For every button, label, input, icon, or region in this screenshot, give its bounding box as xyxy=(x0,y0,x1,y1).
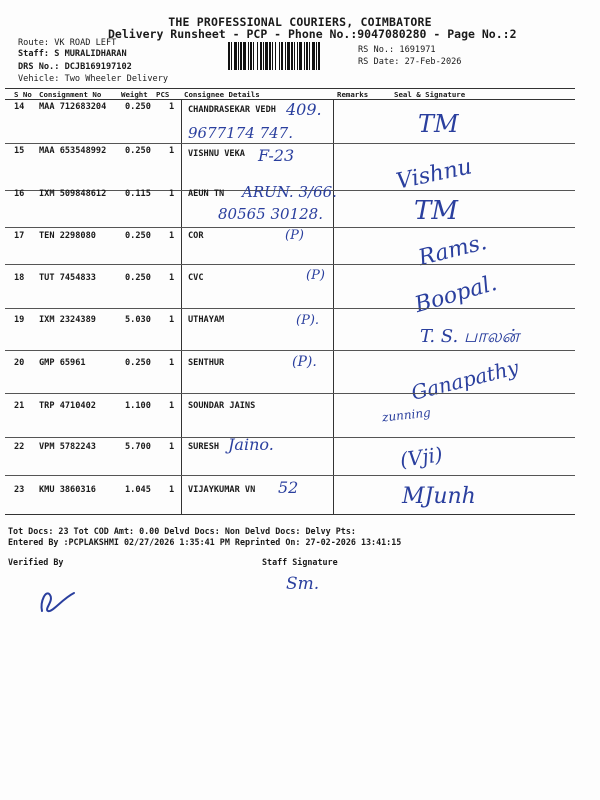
row-handwritten-note: (P) xyxy=(285,228,304,243)
row-pcs: 1 xyxy=(169,315,175,325)
row-sno: 22 xyxy=(14,442,25,452)
row-consignee: COR xyxy=(188,231,204,241)
row-weight: 0.250 xyxy=(125,231,151,241)
row-sno: 17 xyxy=(14,231,25,241)
row-signature: Rams. xyxy=(416,229,490,272)
entered-by-line: Entered By :PCPLAKSHMI 02/27/2026 1:35:41 PM Reprinted On: 27-02-2026 13:41:15 xyxy=(8,537,402,547)
staff-signature-scrawl: Sm. xyxy=(286,574,320,594)
row-divider xyxy=(5,350,575,351)
remarks-col-divider xyxy=(333,99,334,514)
consignee-col-divider xyxy=(181,99,182,514)
row-weight: 0.250 xyxy=(125,358,151,368)
row-sno: 18 xyxy=(14,273,25,283)
row-signature: MJunh xyxy=(402,484,476,509)
row-handwritten-phone: 9677174 747. xyxy=(188,124,293,142)
row-handwritten-phone: 80565 30128. xyxy=(218,205,323,223)
verified-by-label: Verified By xyxy=(8,557,64,567)
row-sno: 21 xyxy=(14,401,25,411)
row-consignee: AEUN TN xyxy=(188,189,225,199)
row-consignee: SENTHUR xyxy=(188,358,225,368)
row-handwritten-note: F-23 xyxy=(258,146,295,165)
col-seal-signature: Seal & Signature xyxy=(394,90,466,99)
row-weight: 5.700 xyxy=(125,442,151,452)
row-pcs: 1 xyxy=(169,401,175,411)
company-name: THE PROFESSIONAL COURIERS, COIMBATORE xyxy=(168,15,432,29)
row-divider xyxy=(5,143,575,144)
row-consignment: VPM 5782243 xyxy=(39,442,96,452)
row-consignment: MAA 712683204 xyxy=(39,102,107,112)
rs-date: RS Date: 27-Feb-2026 xyxy=(358,57,462,67)
row-signature: Ganapathy xyxy=(408,355,521,405)
col-consignee: Consignee Details xyxy=(184,90,260,99)
row-consignment: IXM 509848612 xyxy=(39,189,107,199)
row-pcs: 1 xyxy=(169,189,175,199)
table-bottom-rule xyxy=(5,514,575,515)
row-weight: 1.100 xyxy=(125,401,151,411)
row-signature: TM xyxy=(414,196,458,226)
row-pcs: 1 xyxy=(169,358,175,368)
row-pcs: 1 xyxy=(169,146,175,156)
row-consignee: CVC xyxy=(188,273,204,283)
row-divider xyxy=(5,475,575,476)
row-divider xyxy=(5,264,575,265)
row-pcs: 1 xyxy=(169,231,175,241)
col-consignment: Consignment No xyxy=(39,90,102,99)
row-signature: zunning xyxy=(381,405,432,425)
row-weight: 0.250 xyxy=(125,273,151,283)
row-handwritten-note: ARUN. 3/66. xyxy=(242,183,337,201)
col-weight: Weight xyxy=(121,90,148,99)
row-sno: 23 xyxy=(14,485,25,495)
row-sno: 14 xyxy=(14,102,25,112)
rs-number: RS No.: 1691971 xyxy=(358,45,436,55)
route-label: Route: VK ROAD LEFT xyxy=(18,38,117,48)
staff-label: Staff: S MURALIDHARAN xyxy=(18,49,127,59)
row-weight: 0.115 xyxy=(125,189,151,199)
row-divider xyxy=(5,393,575,394)
row-consignee: CHANDRASEKAR VEDH xyxy=(188,105,276,115)
runsheet-title: Delivery Runsheet - PCP - Phone No.:9047080280 - Page No.:2 xyxy=(108,27,517,41)
row-consignee: SOUNDAR JAINS xyxy=(188,401,256,411)
drs-number: DRS No.: DCJB169197102 xyxy=(18,62,132,72)
row-signature: TM xyxy=(418,110,459,138)
row-consignment: GMP 65961 xyxy=(39,358,86,368)
row-pcs: 1 xyxy=(169,273,175,283)
row-weight: 5.030 xyxy=(125,315,151,325)
row-signature: T. S. பாலன் xyxy=(420,326,520,347)
row-consignee: VISHNU VEKA xyxy=(188,149,245,159)
row-consignee: SURESH xyxy=(188,442,220,452)
staff-signature-label: Staff Signature xyxy=(262,557,338,567)
row-consignment: KMU 3860316 xyxy=(39,485,96,495)
barcode xyxy=(228,42,353,70)
row-handwritten-note: (P). xyxy=(296,313,320,328)
col-remarks: Remarks xyxy=(337,90,369,99)
row-sno: 20 xyxy=(14,358,25,368)
row-sno: 16 xyxy=(14,189,25,199)
col-sno: S No xyxy=(14,90,32,99)
row-handwritten-note: (P) xyxy=(306,268,325,283)
row-divider xyxy=(5,437,575,438)
row-handwritten-note: (P). xyxy=(292,354,317,370)
row-handwritten-note: 52 xyxy=(278,478,299,497)
row-sno: 15 xyxy=(14,146,25,156)
row-handwritten-note: Jaino. xyxy=(228,435,274,454)
row-signature: Vishnu xyxy=(394,154,475,195)
totals-line: Tot Docs: 23 Tot COD Amt: 0.00 Delvd Docs: Non Delvd Docs: Delvy Pts: xyxy=(8,526,356,536)
row-divider xyxy=(5,308,575,309)
row-sno: 19 xyxy=(14,315,25,325)
row-handwritten-note: 409. xyxy=(286,100,322,119)
row-consignment: MAA 653548992 xyxy=(39,146,107,156)
row-consignee: UTHAYAM xyxy=(188,315,225,325)
row-weight: 1.045 xyxy=(125,485,151,495)
col-pcs: PCS xyxy=(156,90,170,99)
row-weight: 0.250 xyxy=(125,146,151,156)
row-consignment: IXM 2324389 xyxy=(39,315,96,325)
vehicle-label: Vehicle: Two Wheeler Delivery xyxy=(18,74,169,84)
barcode-bar xyxy=(320,42,321,70)
row-pcs: 1 xyxy=(169,485,175,495)
row-consignment: TRP 4710402 xyxy=(39,401,96,411)
row-signature: Boopal. xyxy=(412,270,500,319)
row-weight: 0.250 xyxy=(125,102,151,112)
row-consignment: TUT 7454833 xyxy=(39,273,96,283)
table-top-rule xyxy=(5,88,575,89)
row-signature: (Vji) xyxy=(398,442,445,472)
row-consignment: TEN 2298080 xyxy=(39,231,96,241)
row-pcs: 1 xyxy=(169,102,175,112)
row-consignee: VIJAYKUMAR VN xyxy=(188,485,256,495)
row-pcs: 1 xyxy=(169,442,175,452)
verifier-signature-mark xyxy=(36,585,76,615)
